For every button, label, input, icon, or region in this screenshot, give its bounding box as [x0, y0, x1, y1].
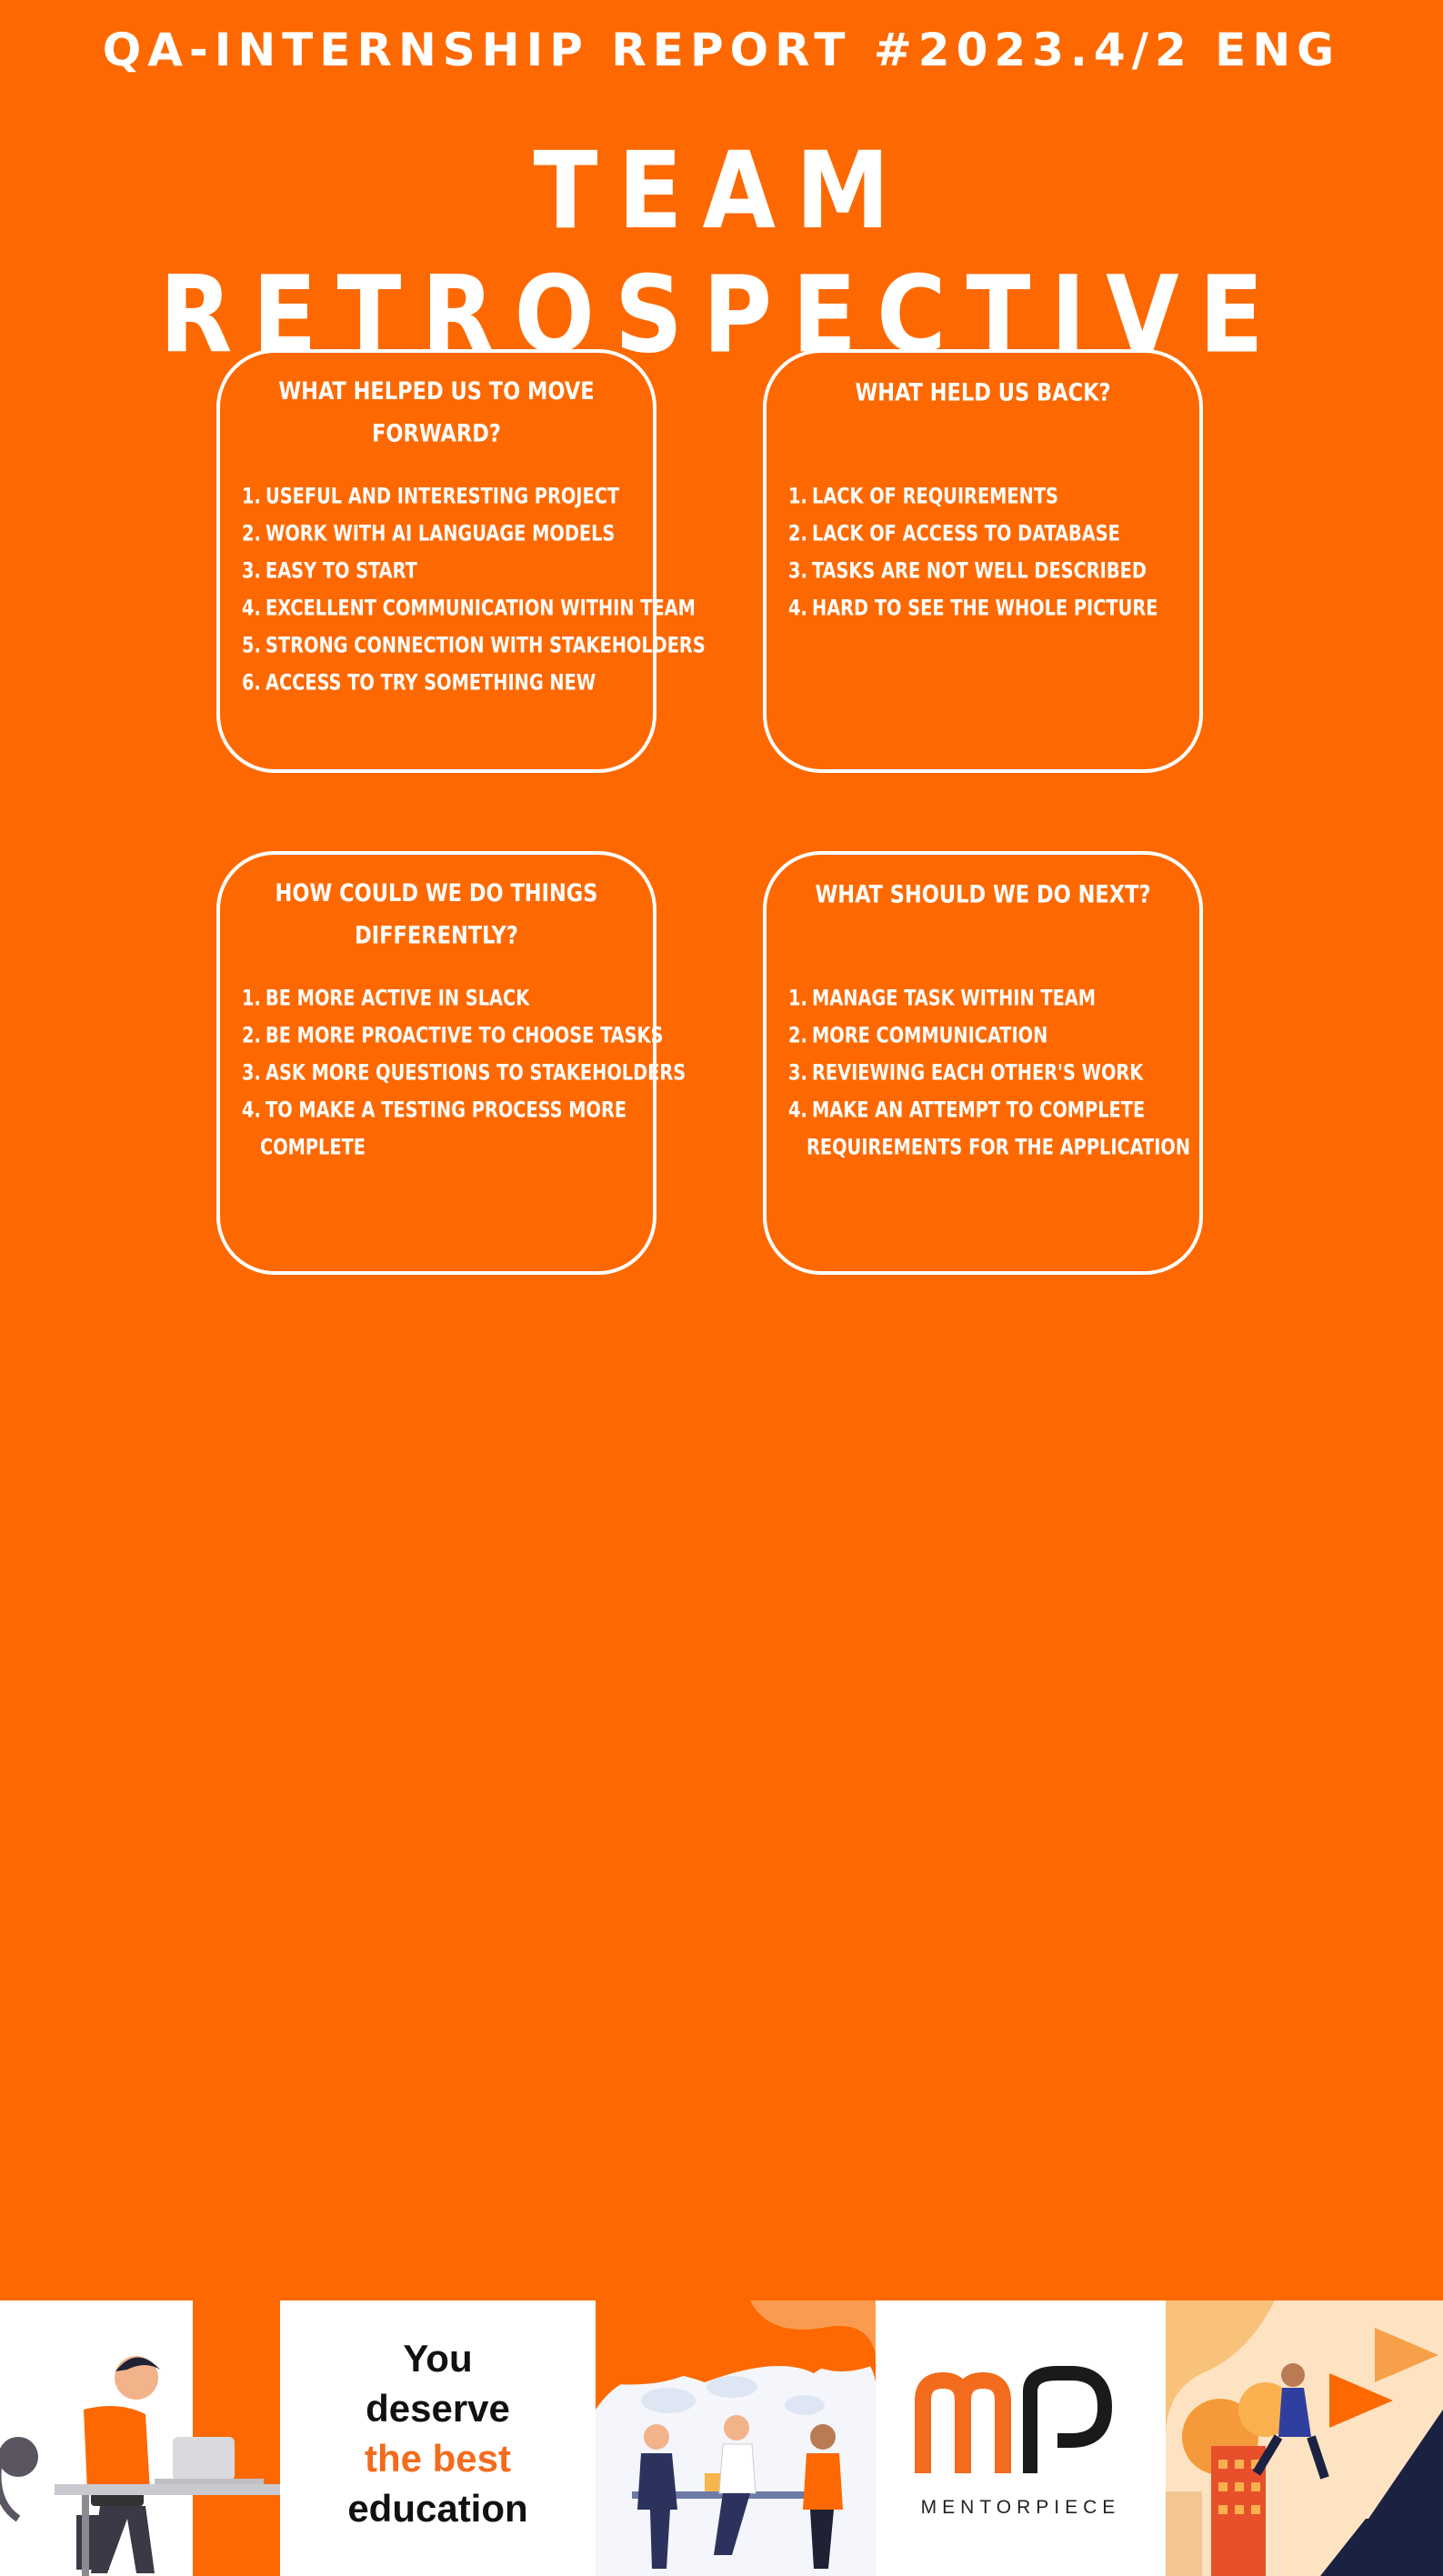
illustration-climber — [1166, 2300, 1443, 2576]
logo-panel — [876, 2300, 1166, 2576]
list-item: 2. MORE COMMUNICATION — [788, 1023, 1048, 1049]
card-do-differently — [216, 851, 686, 1275]
list-item: 3. REVIEWING EACH OTHER'S WORK — [788, 1060, 1144, 1087]
list-item: 2. BE MORE PROACTIVE TO CHOOSE TASKS — [242, 1023, 664, 1049]
list-item: 6. ACCESS TO TRY SOMETHING NEW — [242, 670, 596, 697]
card-list — [242, 980, 686, 1167]
list-item-continuation: REQUIREMENTS FOR THE APPLICATION — [807, 1135, 1191, 1161]
list-item: 2. WORK WITH AI LANGUAGE MODELS — [242, 521, 616, 547]
list-item: 1. MANAGE TASK WITHIN TEAM — [788, 986, 1097, 1012]
list-item-continuation: COMPLETE — [260, 1135, 366, 1161]
card-title: HOW COULD WE DO THINGS DIFFERENTLY? — [275, 878, 598, 949]
promo-panel — [280, 2300, 596, 2576]
list-item: 4. EXCELLENT COMMUNICATION WITHIN TEAM — [242, 596, 696, 622]
card-list — [788, 478, 1190, 627]
illustration-team-meeting — [596, 2300, 876, 2576]
list-item: 5. STRONG CONNECTION WITH STAKEHOLDERS — [242, 633, 706, 659]
list-item: 1. USEFUL AND INTERESTING PROJECT — [242, 484, 620, 510]
list-item: 3. ASK MORE QUESTIONS TO STAKEHOLDERS — [242, 1060, 686, 1087]
list-item: 1. LACK OF REQUIREMENTS — [788, 484, 1058, 510]
card-do-next — [763, 851, 1203, 1275]
promo-text: You deserve the best education — [347, 2337, 528, 2530]
card-title: WHAT HELD US BACK? — [855, 377, 1111, 407]
list-item: 4. MAKE AN ATTEMPT TO COMPLETE — [788, 1098, 1146, 1124]
mentorpiece-logo-icon — [876, 2300, 1166, 2482]
card-list — [788, 980, 1190, 1167]
card-list — [242, 478, 706, 702]
card-what-helped — [216, 349, 706, 773]
report-title: QA-INTERNSHIP REPORT #2023.4/2 ENG — [102, 24, 1341, 76]
list-item: 1. BE MORE ACTIVE IN SLACK — [242, 986, 530, 1012]
illustration-person-laptop — [0, 2300, 280, 2576]
list-item: 4. TO MAKE A TESTING PROCESS MORE — [242, 1098, 627, 1124]
card-title: WHAT SHOULD WE DO NEXT? — [815, 879, 1151, 909]
list-item: 3. EASY TO START — [242, 558, 417, 585]
list-item: 2. LACK OF ACCESS TO DATABASE — [788, 521, 1120, 547]
page-title: TEAM RETROSPECTIVE — [159, 128, 1284, 377]
card-title: WHAT HELPED US TO MOVE FORWARD? — [278, 376, 595, 447]
list-item: 3. TASKS ARE NOT WELL DESCRIBED — [788, 558, 1147, 585]
list-item: 4. HARD TO SEE THE WHOLE PICTURE — [788, 596, 1158, 622]
footer-banner — [0, 2300, 1443, 2576]
card-what-held-back — [763, 349, 1203, 773]
logo-caption: MENTORPIECE — [920, 2497, 1121, 2518]
